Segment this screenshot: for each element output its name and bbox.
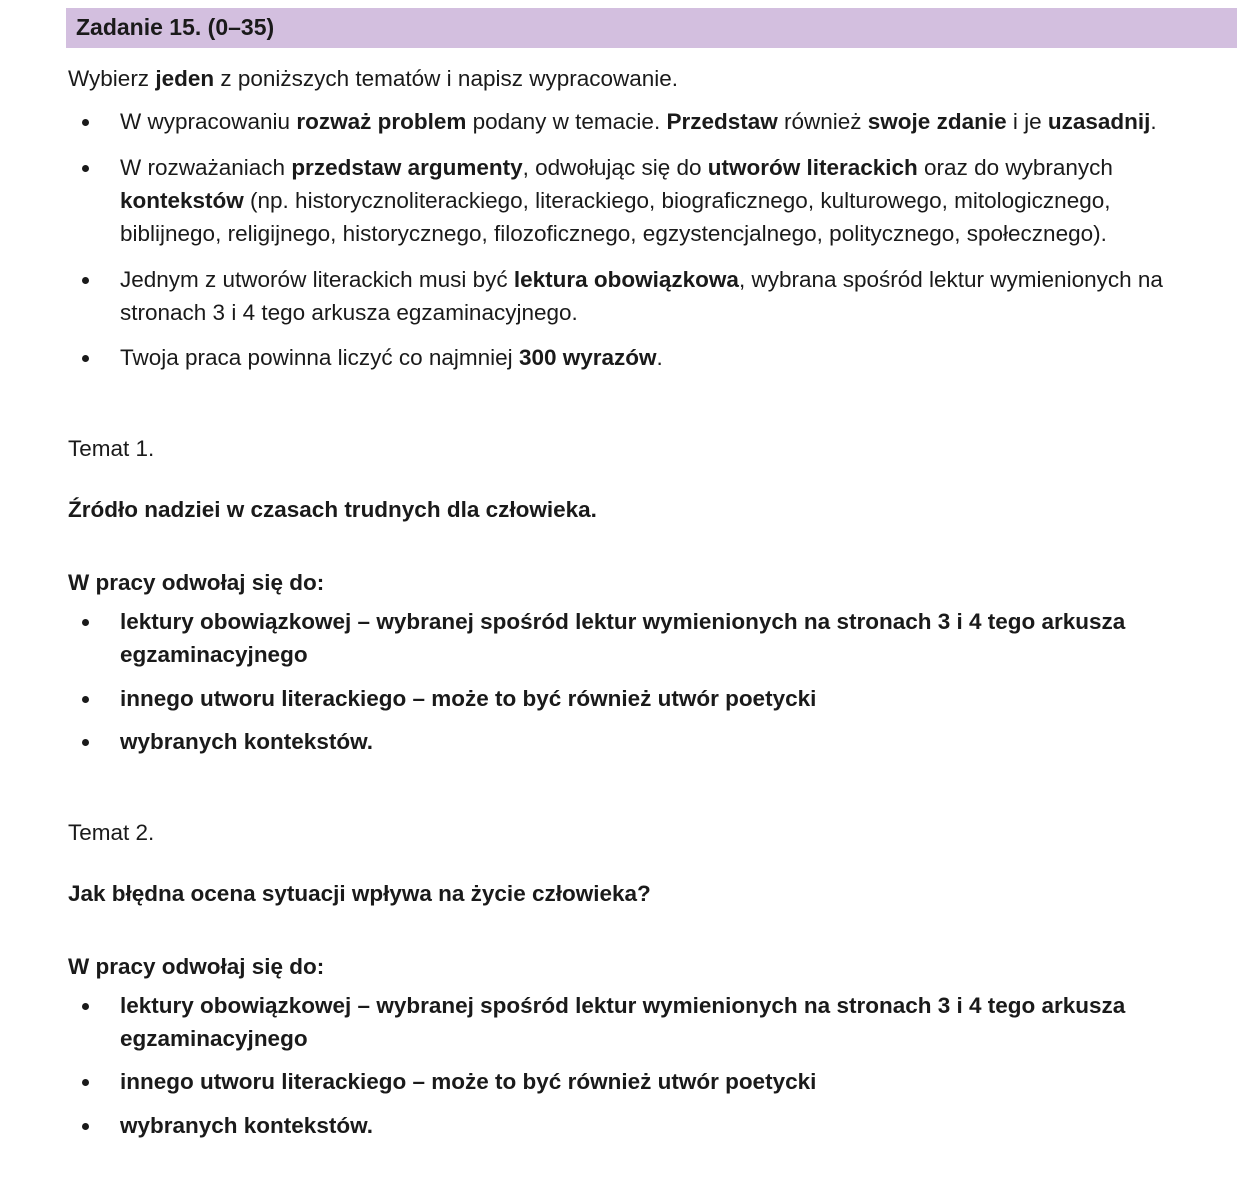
- instruction-item: • Twoja praca powinna liczyć co najmniej 300 wyrazów.: [102, 341, 1182, 374]
- instruction-item: • Jednym z utworów literackich musi być lektura obowiązkowa, wybrana spośród lektur wymienionych na stronach 3 i 4 tego arkusza egzaminacyjnego.: [102, 263, 1182, 330]
- temat-1-refer-heading: W pracy odwołaj się do:: [68, 569, 325, 595]
- temat-1-bullet: • wybranych kontekstów.: [102, 725, 1182, 758]
- temat-1-bullet: • lektury obowiązkowej – wybranej spośród lektur wymienionych na stronach 3 i 4 tego arkusza egzaminacyjnego: [102, 605, 1182, 672]
- temat-2-title: Jak błędna ocena sytuacji wpływa na życie człowieka?: [68, 881, 651, 907]
- instruction-item: • W wypracowaniu rozważ problem podany w temacie. Przedstaw również swoje zdanie i je uzasadnij.: [102, 105, 1182, 138]
- temat-2-bullet: • wybranych kontekstów.: [102, 1109, 1182, 1142]
- temat-1-label: Temat 1.: [68, 436, 155, 462]
- temat-2-bullet: • innego utworu literackiego – może to być również utwór poetycki: [102, 1065, 1182, 1098]
- temat-1-bullets: [66, 605, 1182, 758]
- task-header-label: Zadanie 15. (0–35): [76, 14, 275, 40]
- temat-2-section: [66, 820, 1238, 1142]
- instruction-item: • W rozważaniach przedstaw argumenty, odwołując się do utworów literackich oraz do wybranych kontekstów (np. historycznoliterackiego, literackiego, biograficznego, kulturowego, mitologicznego, biblijnego, religijnego, historycznego, filozoficznego, egzystencjalnego, politycznego, społecznego).: [102, 151, 1182, 251]
- temat-2-bullets: [66, 989, 1182, 1142]
- temat-1-section: [66, 436, 1238, 758]
- temat-2-refer-heading: W pracy odwołaj się do:: [68, 953, 325, 979]
- task-header: [66, 8, 1237, 48]
- temat-2-bullet: • lektury obowiązkowej – wybranej spośród lektur wymienionych na stronach 3 i 4 tego arkusza egzaminacyjnego: [102, 989, 1182, 1056]
- temat-1-bullet: • innego utworu literackiego – może to być również utwór poetycki: [102, 682, 1182, 715]
- task-intro: Wybierz jeden z poniższych tematów i napisz wypracowanie.: [68, 65, 679, 91]
- task-instructions-list: [66, 105, 1182, 374]
- temat-1-title: Źródło nadziei w czasach trudnych dla człowieka.: [68, 497, 597, 523]
- temat-2-label: Temat 2.: [68, 820, 155, 846]
